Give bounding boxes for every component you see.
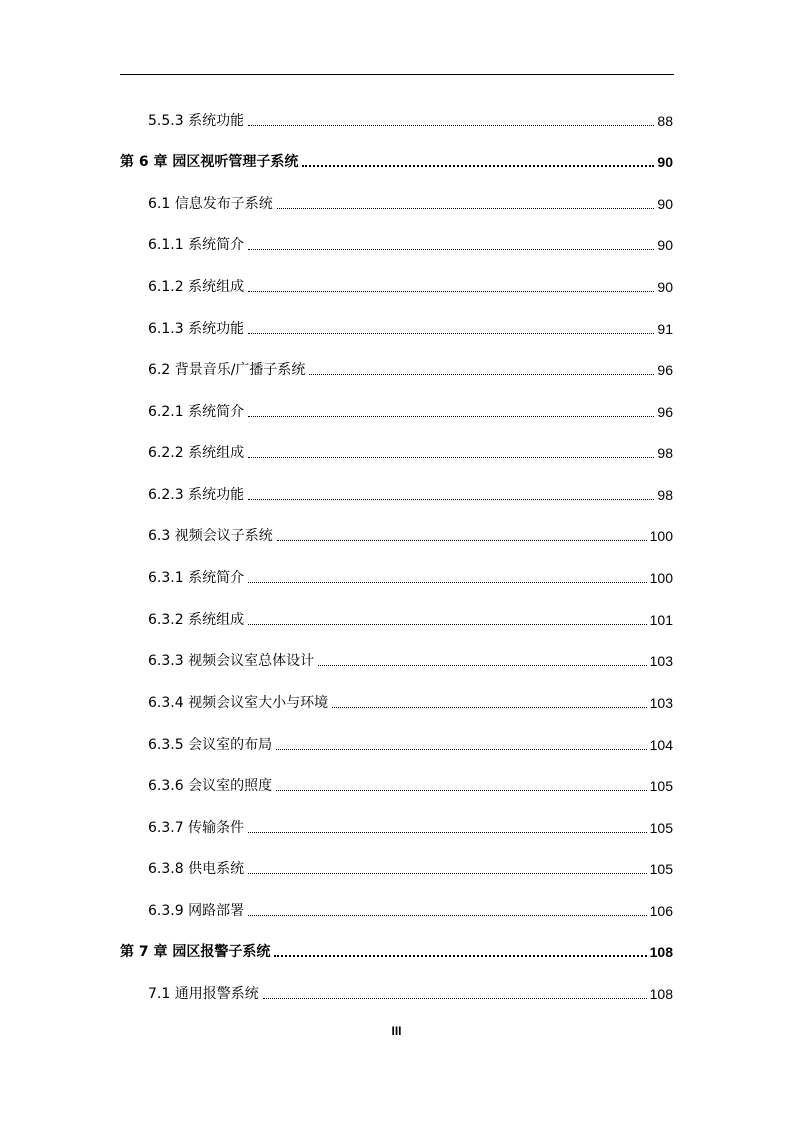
toc-entry-page: 96 (657, 362, 673, 378)
toc-dot-leader (248, 291, 654, 292)
toc-dot-leader (309, 374, 654, 375)
toc-dot-leader (248, 333, 654, 334)
toc-entry[interactable] (148, 896, 673, 920)
toc-entry-page: 90 (657, 279, 673, 295)
toc-section-entry[interactable] (148, 521, 673, 545)
toc-entry[interactable] (148, 563, 673, 587)
toc-entry[interactable] (148, 771, 673, 795)
toc-entry-label: 6.3 视频会议子系统 (148, 528, 273, 544)
toc-entry-label: 第 6 章 园区视听管理子系统 (120, 154, 299, 170)
toc-entry-page: 104 (649, 737, 673, 753)
toc-chapter-entry[interactable] (120, 147, 673, 171)
toc-entry-label: 6.3.7 传输条件 (148, 820, 245, 836)
toc-entry-label: 6.3.1 系统简介 (148, 570, 245, 586)
toc-dot-leader (248, 873, 647, 874)
toc-dot-leader (302, 165, 654, 167)
toc-entry[interactable] (148, 480, 673, 504)
toc-entry-label: 6.3.3 视频会议室总体设计 (148, 653, 315, 669)
toc-entry-label: 6.2 背景音乐/广播子系统 (148, 362, 306, 378)
toc-entry[interactable] (148, 314, 673, 338)
toc-dot-leader (332, 707, 647, 708)
toc-dot-leader (276, 790, 647, 791)
toc-entry-label: 6.2.3 系统功能 (148, 487, 245, 503)
toc-entry[interactable] (148, 688, 673, 712)
toc-entry-page: 98 (657, 445, 673, 461)
toc-entry-label: 5.5.3 系统功能 (148, 113, 245, 129)
toc-entry[interactable] (148, 438, 673, 462)
toc-dot-leader (248, 832, 647, 833)
toc-dot-leader (248, 499, 654, 500)
toc-entry-page: 105 (649, 778, 673, 794)
toc-dot-leader (248, 125, 654, 126)
toc-entry-page: 103 (649, 653, 673, 669)
toc-dot-leader (248, 249, 654, 250)
toc-entry-label: 第 7 章 园区报警子系统 (120, 944, 271, 960)
toc-dot-leader (277, 208, 655, 209)
toc-entry-page: 100 (649, 570, 673, 586)
toc-entry-page: 108 (649, 944, 673, 960)
toc-chapter-entry[interactable] (120, 937, 673, 961)
toc-dot-leader (263, 998, 647, 999)
toc-entry[interactable] (148, 730, 673, 754)
toc-entry-page: 105 (649, 861, 673, 877)
toc-entry-label: 6.1.2 系统组成 (148, 279, 245, 295)
toc-entry-page: 91 (657, 321, 673, 337)
toc-dot-leader (248, 915, 647, 916)
toc-entry-label: 6.2.2 系统组成 (148, 445, 245, 461)
toc-entry[interactable] (148, 397, 673, 421)
toc-entry-page: 90 (657, 237, 673, 253)
toc-dot-leader (318, 665, 647, 666)
toc-entry-label: 6.3.4 视频会议室大小与环境 (148, 695, 329, 711)
toc-entry-label: 6.1.1 系统简介 (148, 237, 245, 253)
toc-dot-leader (248, 582, 647, 583)
toc-entry-page: 103 (649, 695, 673, 711)
toc-dot-leader (274, 955, 646, 957)
toc-entry-page: 100 (649, 528, 673, 544)
toc-entry-label: 6.3.8 供电系统 (148, 861, 245, 877)
toc-entry-label: 6.3.9 网路部署 (148, 903, 245, 919)
toc-entry[interactable] (148, 605, 673, 629)
toc-entry[interactable] (148, 272, 673, 296)
toc-dot-leader (276, 749, 647, 750)
toc-entry-label: 6.1.3 系统功能 (148, 321, 245, 337)
toc-entry[interactable] (148, 854, 673, 878)
toc-entry[interactable] (148, 230, 673, 254)
toc-dot-leader (248, 624, 647, 625)
toc-entry-page: 101 (649, 612, 673, 628)
toc-entry-label: 6.3.6 会议室的照度 (148, 778, 273, 794)
toc-dot-leader (248, 457, 654, 458)
toc-entry-page: 98 (657, 487, 673, 503)
toc-dot-leader (248, 416, 654, 417)
toc-entry-label: 6.1 信息发布子系统 (148, 196, 273, 212)
toc-entry-page: 96 (657, 404, 673, 420)
toc-entry-page: 108 (649, 986, 673, 1002)
toc-section-entry[interactable] (148, 979, 673, 1003)
page-number: III (391, 1024, 402, 1038)
toc-entry-page: 105 (649, 820, 673, 836)
toc-entry[interactable] (148, 106, 673, 130)
toc-entry-page: 106 (649, 903, 673, 919)
toc-entry-label: 7.1 通用报警系统 (148, 986, 259, 1002)
toc-dot-leader (277, 540, 647, 541)
toc-section-entry[interactable] (148, 355, 673, 379)
toc-entry-page: 88 (657, 113, 673, 129)
toc-entry-page: 90 (657, 196, 673, 212)
toc-entry-label: 6.2.1 系统简介 (148, 404, 245, 420)
toc-entry[interactable] (148, 646, 673, 670)
toc-entry-label: 6.3.2 系统组成 (148, 612, 245, 628)
toc-entry[interactable] (148, 813, 673, 837)
toc-entry-page: 90 (657, 154, 673, 170)
toc-entry-label: 6.3.5 会议室的布局 (148, 737, 273, 753)
header-rule (120, 74, 674, 75)
toc-section-entry[interactable] (148, 189, 673, 213)
